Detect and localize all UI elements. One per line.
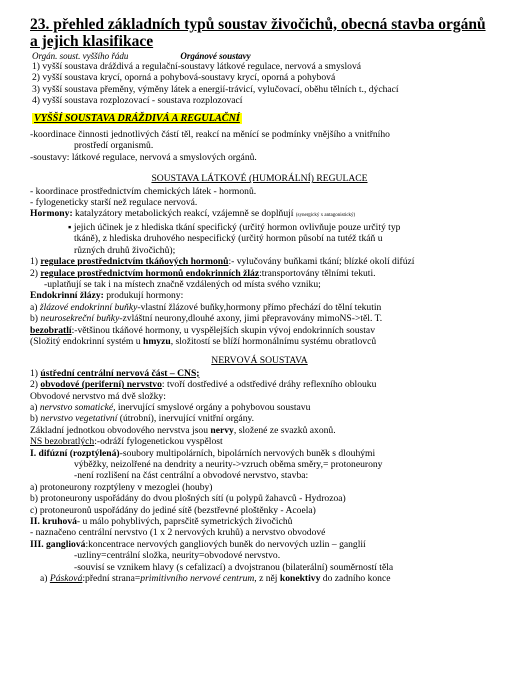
paragraph-line: - fylogeneticky starší než regulace nervová. <box>30 197 198 209</box>
list-item: 2) vyšší soustava krycí, oporná a pohybová-soustavy krycí, oporná a pohybová <box>32 72 336 84</box>
paragraph-line: a) protoneurony rozptýleny v mezoglei (houby) <box>30 481 213 493</box>
paragraph-line: 2) obvodové (periferní) nervstvo: tvoří dostředivé a odstředivé dráhy reflexního oblouku <box>30 379 377 391</box>
list-item: 1) vyšší soustava dráždivá a regulační-soustavy látkové regulace, nervová a smyslová <box>32 61 362 72</box>
paragraph-line: a) Pásková:přední strana=primitivního nervové centrum, z něj konektivy do zadního konce <box>40 573 391 585</box>
paragraph-line: - koordinace prostřednictvím chemických látek - hormonů. <box>30 185 257 197</box>
bullet-item: ▪ jejich účinek je z hlediska tkání specifický (určitý hormon ovlivňuje pouze určitý typ <box>68 221 401 233</box>
paragraph-line: -souvisí se vznikem hlavy (s cefalizací) a dvojstranou (bilaterální) souměrností těla <box>74 561 394 573</box>
paragraph-line: a) nervstvo somatické, inervující smyslové orgány a pohybovou soustavu <box>30 401 311 413</box>
paragraph-line: 1) regulace prostřednictvím tkáňových hormonů:- vylučovány buňkami tkání; blízké okolí difúzí <box>30 256 415 268</box>
paragraph-line: různých druhů živočichů); <box>74 244 176 256</box>
paragraph-line: III. gangliová:koncentrace nervových gangliových buněk do nervových uzlin – ganglií <box>30 538 366 550</box>
paragraph-line: Obvodové nervstvo má dvě složky: <box>30 390 166 402</box>
list-item: 3) vyšší soustava přeměny, výměny látek a energií-trávicí, vylučovací, oběhu tělních t., dýchací <box>32 83 399 95</box>
paragraph-line: bezobratlí:-většinou tkáňové hormony, u vyspělejších skupin vývoj endokrinních soustav <box>30 324 375 336</box>
intro-line: -soustavy: látkové regulace, nervová a smyslových orgánů. <box>30 151 257 163</box>
paragraph-line: -uzliny=centrální složka, neurity=obvodové nervstvo. <box>74 550 281 562</box>
list-item: 4) vyšší soustava rozplozovací - soustava rozplozovací <box>32 95 243 107</box>
paragraph-line: a) žlázové endokrinní buňky-vlastní žlázové buňky,hormony přímo přechází do tělní tekutin <box>30 301 382 313</box>
column-subheader <box>32 51 489 61</box>
intro-line: -koordinace činnosti jednotlivých částí těl, reakcí na měnící se podmínky vnějšího a vnitřního <box>30 129 390 141</box>
paragraph-line: 1) ústřední centrální nervová část – CNS; <box>30 367 200 379</box>
paragraph-line: výběžky, neizolřené na dendrity a neurity->vzruch oběma směry,= protoneurony <box>74 459 383 470</box>
paragraph-line: -není rozlišení na část centrální a obvodové nervstvo, stavba: <box>74 470 309 482</box>
paragraph-line: Endokrinní žlázy: produkují hormony: <box>30 290 184 302</box>
paragraph-line: I. difúzní (rozptýlená)-soubory multipolárních, bipolárních nervových buněk s dlouhými <box>30 447 376 459</box>
paragraph-line: (Složitý endokrinní systém u hmyzu, složitostí se blíží hormonálnímu systému obratlovců <box>30 335 377 347</box>
paragraph-line: Hormony: katalyzátory metabolických reakcí, vzájemně se doplňují (synergický x antagonistický) <box>30 208 356 220</box>
highlighted-heading: VYŠŠÍ SOUSTAVA DRÁŽDIVÁ A REGULAČNÍ <box>34 112 240 124</box>
paragraph-line: NS bezobratlých:-odráží fylogenetickou vyspělost <box>30 436 223 448</box>
paragraph-line: c) protoneuronů uspořádány do jediné sítě (bezstřevné ploštěnky - Acoela) <box>30 504 316 516</box>
paragraph-line: II. kruhová- u málo pohyblivých, paprsčitě symetrických živočichů <box>30 516 293 528</box>
system-list <box>30 61 489 107</box>
section-heading-humoral: SOUSTAVA LÁTKOVÉ (HUMORÁLNÍ) REGULACE <box>151 173 368 185</box>
intro-line: prostředí organismů. <box>74 140 154 152</box>
subheader-left: Orgán. soust. vyššího řádu <box>32 51 129 61</box>
paragraph-line: -uplatňují se tak i na místech značně vzdálených od místa svého vzniku; <box>44 278 321 290</box>
paragraph-line: b) neurosekreční buňky-zvláštní neurony,dlouhé axony, jimi přepravovány mimoNS->těl. T. <box>30 313 383 325</box>
subheader-right: Orgánové soustavy <box>180 51 251 61</box>
paragraph-line: tkáně), z hlediska druhového nespecifický (určitý hormon působí na tutéž tkáň u <box>74 233 383 245</box>
page-title: 23. přehled základních typů soustav živočichů, obecná stavba orgánů a jejich klasifikace <box>30 16 486 50</box>
paragraph-line: b) nervstvo vegetativní (útrobní), inervující vnitřní orgány. <box>30 413 255 425</box>
bullet-icon: ▪ <box>68 221 74 233</box>
section-heading-nervous: NERVOVÁ SOUSTAVA <box>211 355 308 367</box>
paragraph-line: Základní jednotkou obvodového nervstva jsou nervy, složené ze svazků axonů. <box>30 424 336 436</box>
paragraph-line: b) protoneurony uspořádány do dvou plošných sítí (u polypů žahavců - Hydrozoa) <box>30 493 346 505</box>
paragraph-line: - naznačeno centrální nervstvo (1 x 2 nervových kruhů) a nervstvo obvodové <box>30 527 326 539</box>
paragraph-line: 2) regulace prostřednictvím hormonů endokrinních žláz:transportovány tělními tekuti. <box>30 267 376 279</box>
